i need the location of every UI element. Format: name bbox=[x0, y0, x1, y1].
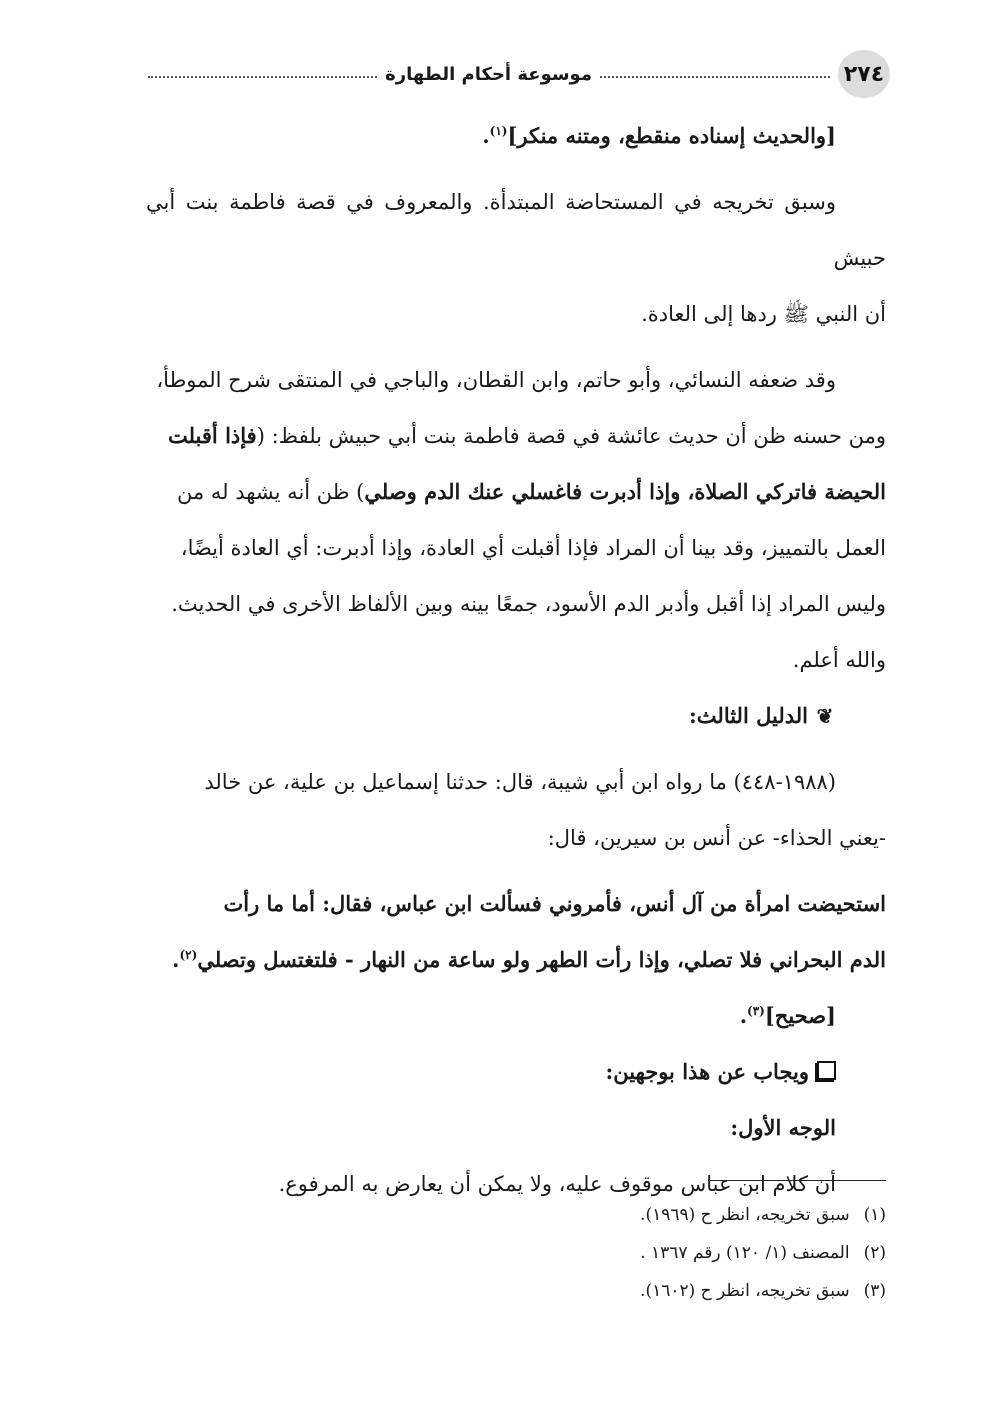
footnote-number: (٣) bbox=[863, 1281, 886, 1301]
p3-line-4: العمل بالتمييز، وقد بينا أن المراد فإذا أقبلت أي العادة، وإذا أدبرت: أي العادة أيضًا، bbox=[180, 536, 886, 560]
p3-line-1: وقد ضعفه النسائي، وأبو حاتم، وابن القطان، والباجي في المنتقى شرح الموطأ، bbox=[156, 368, 836, 392]
p3-line-2-plain: ومن حسنه ظن أن حديث عائشة في قصة فاطمة بنت أبي حبيش بلفظ: ( bbox=[256, 424, 886, 448]
footnote-ref-2[interactable]: (٢) bbox=[179, 948, 198, 962]
footnotes bbox=[146, 1196, 886, 1310]
p4-line-1: (١٩٨٨-٤٤٨) ما رواه ابن أبي شيبة، قال: حدثنا إسماعيل بن علية، عن خالد bbox=[204, 770, 836, 794]
p1-text: [والحديث إسناده منقطع، ومتنه منكر] bbox=[507, 123, 836, 148]
paragraph-5 bbox=[146, 876, 886, 988]
p6-text: [صحيح] bbox=[764, 1003, 836, 1028]
p5-end: . bbox=[172, 947, 180, 972]
p3-line-6: والله أعلم. bbox=[792, 648, 886, 672]
heading-first-aspect: الوجه الأول: bbox=[730, 1115, 836, 1140]
heading-answer bbox=[146, 1044, 886, 1100]
p3-line-3-bold: الحيضة فاتركي الصلاة، وإذا أدبرت فاغسلي عنك الدم وصلي bbox=[364, 479, 886, 504]
p3-line-2-bold: فإذا أقبلت bbox=[167, 423, 257, 448]
heading-answer-text: ويجاب عن هذا بوجهين: bbox=[605, 1059, 809, 1084]
paragraph-1 bbox=[146, 108, 886, 164]
paragraph-2 bbox=[146, 174, 886, 342]
leaf-icon: ❦ bbox=[816, 704, 834, 728]
paragraph-6 bbox=[146, 988, 886, 1044]
p2-line-2: أن النبي ﷺ ردها إلى العادة. bbox=[641, 302, 886, 326]
footnote-separator bbox=[708, 1180, 886, 1181]
p3-line-3-plain: ) ظن أنه يشهد له من bbox=[176, 480, 365, 504]
paragraph-7: أن كلام ابن عباس موقوف عليه، ولا يمكن أن يعارض به المرفوع. bbox=[278, 1172, 836, 1196]
footnote-1 bbox=[146, 1196, 886, 1234]
footnote-ref-3[interactable]: (٣) bbox=[747, 1004, 765, 1018]
footnote-3 bbox=[146, 1272, 886, 1310]
footnote-text: سبق تخريجه، انظر ح (١٦٠٢). bbox=[640, 1281, 850, 1301]
paragraph-3 bbox=[146, 352, 886, 688]
running-title-bar bbox=[148, 60, 830, 88]
heading-third-evidence bbox=[146, 688, 886, 744]
footnote-2 bbox=[146, 1234, 886, 1272]
paragraph-4 bbox=[146, 754, 886, 866]
footnote-number: (٢) bbox=[863, 1243, 886, 1263]
p6-end: . bbox=[739, 1003, 748, 1028]
p5-line-2: الدم البحراني فلا تصلي، وإذا رأت الطهر ولو ساعة من النهار - فلتغتسل وتصلي bbox=[197, 947, 886, 972]
heading-third-text: الدليل الثالث: bbox=[689, 703, 808, 728]
main-text bbox=[146, 108, 886, 1212]
page-header bbox=[148, 50, 890, 98]
p5-line-1: استحيضت امرأة من آل أنس، فأمروني فسألت ابن عباس، فقال: أما ما رأت bbox=[223, 891, 886, 916]
running-title: موسوعة أحكام الطهارة bbox=[385, 63, 592, 85]
footnote-number: (١) bbox=[863, 1205, 886, 1225]
footnote-text: المصنف (١/ ١٢٠) رقم ١٣٦٧ . bbox=[640, 1243, 850, 1263]
p3-line-5: وليس المراد إذا أقبل وأدبر الدم الأسود، جمعًا بينه وبين الألفاظ الأخرى في الحديث. bbox=[171, 592, 886, 616]
footnote-ref-1[interactable]: (١) bbox=[489, 124, 508, 138]
square-icon bbox=[817, 1061, 836, 1080]
p1-end: . bbox=[482, 123, 490, 148]
footnote-text: سبق تخريجه، انظر ح (١٩٦٩). bbox=[640, 1205, 850, 1225]
header-dots-left bbox=[148, 76, 377, 78]
header-dots-right bbox=[600, 76, 830, 78]
p2-line-1: وسبق تخريجه في المستحاضة المبتدأة. والمعروف في قصة فاطمة بنت أبي حبيش bbox=[146, 190, 886, 270]
p4-line-2: -يعني الحذاء- عن أنس بن سيرين، قال: bbox=[547, 826, 886, 850]
page-number: ٢٧٤ bbox=[838, 50, 890, 98]
